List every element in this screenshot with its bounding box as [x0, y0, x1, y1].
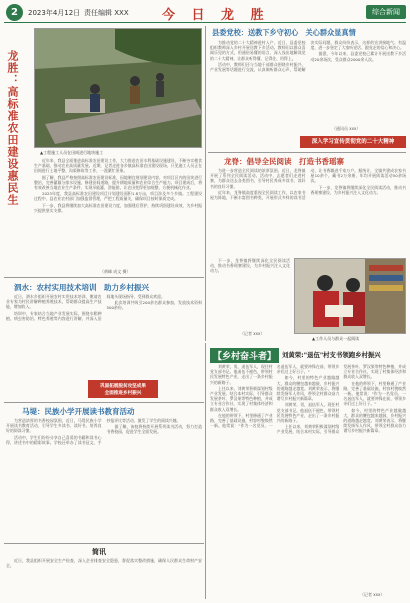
story-body: [6, 418, 202, 540]
reading-photo-image: [295, 259, 406, 334]
brief-title: 简讯: [92, 548, 106, 556]
column-divider: [205, 26, 206, 341]
paragraph: 为进一步营造全民阅读的浓厚氛围，近日，龙脊镇开展了系列全民阅读活动。活动中，志愿者们走进村寨，为群众送去各类图书，引导村民养成多读书、读好书的良好习惯。: [210, 168, 306, 189]
section-divider: [208, 152, 406, 153]
paragraph: 近年来，龙脊镇高度重视全民阅读工作，以农家书屋为阵地，不断丰富图书种类，开展形式多样的读书活动，让书香飘进千家万户。据统计，全镇共建成农家书屋10余个，藏书2万余册，年均开展阅读活动50余场次。: [210, 168, 406, 201]
paragraph: 2023年度，我县高标准农田建设项目计划建设面积1.8万亩，项目涉及多个乡镇。工程建设过程中，县农业农村部门加强监督管理，严把工程质量关，确保项目按时保质完成。: [34, 191, 202, 202]
paragraph: 下一步，龙脊镇将继续深化全民阅读活动，推动书香瑶寨建设，为乡村振兴注入文化动力。: [310, 184, 406, 195]
page-number: 2: [6, 4, 23, 21]
paragraph: 下一步，我县将继续加大高标准农田建设力度，加强建后管护，持续巩固建设成效，为乡村振兴提供坚实支撑。: [34, 202, 202, 213]
story-byline: （记者 xxx）: [360, 592, 385, 597]
brief-body: [6, 558, 202, 598]
paragraph: 下一步，龙脊镇将继续深化全民阅读活动，推动书香瑶寨建设，为乡村振兴注入文化动力。: [210, 258, 290, 274]
paragraph: 近日，泗水乡组织开展农村实用技术培训，邀请农业专家为村民讲解种植养殖技术，帮助群众提高生产技能，增加收入。: [6, 294, 102, 310]
column-tag: 【乡村奋斗者】: [210, 348, 279, 363]
farmland-photo-image: [35, 29, 202, 148]
column-divider: [205, 343, 206, 599]
rural-revitalization-banner: [88, 380, 158, 398]
story-title: 刘黄荣:"退伍"村支书领跑乡村振兴: [282, 351, 381, 359]
story-title: 县委党校：送教下乡守初心 关心群众显真情: [212, 28, 356, 37]
paragraph: 为营造浓厚的书香校园氛围，近日，马堤民族小学开展读书教育活动，引导学生多读书、读好书，培养良好的阅读习惯。: [6, 418, 102, 434]
section-divider: [4, 277, 204, 278]
banner-line: 巩固拓展脱贫攻坚成果: [100, 384, 146, 389]
paragraph: 在他的带领下，村里修通了产业路，完善了基础设施，村容村貌焕然一新。他常说："作为一名党员、一名退伍军人，就要冲锋在前，带领乡亲们过上好日子。": [210, 364, 340, 429]
photo-caption: ▲工程施工人员在田间进行地块施工: [40, 150, 104, 155]
paragraph: 据悉，今年以来，县委党校已累计开展送教下乡活动20余场次，受众群众2000余人次。: [310, 51, 406, 62]
paragraph: 据了解，我县严格按照高标准农田建设标准，因地制宜规划建设内容，对项目区内的田块进行整治，完善灌溉与排水设施，修建田间道路，提升耕地质量和农业综合生产能力。项目建成后，将有效改善当地农业生产条件，实现旱能灌、涝能排，让农田变得更加规整，方便机械化作业。: [34, 174, 202, 191]
story-body: [6, 294, 202, 378]
story-body: [210, 364, 406, 592]
section-divider: [4, 543, 204, 544]
paragraph: 近日，我县组织开展安全生产检查，深入企业排查安全隐患，督促落实整改措施，确保人民群众生命财产安全。: [6, 558, 202, 569]
story-body: [34, 158, 202, 268]
paragraph: 活动中，教师们还与当地干部群众围绕乡村振兴、产业发展等话题进行交流，认真倾听群众心声，帮助解决实际问题。群众纷纷表示，这样的宣讲接地气、有温度，进一步坚定了大家听党话、跟党走的信心和决心。: [210, 40, 406, 73]
story-title: 龙脊：倡导全民阅读 打造书香瑶寨: [224, 157, 344, 166]
paragraph: 此次培训共吸引200余名群众参加，发放技术资料500余份。: [106, 300, 202, 311]
story-byline: （记者 xxx）: [240, 331, 265, 336]
party-congress-banner: 深入学习宣传贯彻党的二十大精神: [300, 136, 406, 148]
masthead: 今 日 龙 胜: [162, 8, 270, 23]
paragraph: 上任以来，刘黄荣积极谋划村级产业发展，结合本村实际，引导群众发展茶叶、罗汉果等特色种植，并成立专业合作社，实现了村集体经济和群众收入双增长。: [210, 385, 273, 412]
editor-line: 责任编辑 XXX: [84, 9, 129, 17]
page-header: [4, 3, 406, 23]
story-byline: （黄峰 成文 摄）: [100, 269, 131, 274]
paragraph: 活动中，学生们纷纷分享自己喜爱的书籍和读书心得，讲述书中的精彩故事。学校还举办了读书征文、手抄报评比等活动，激发了学生的阅读兴趣。: [6, 418, 181, 445]
paragraph: 如今，村里的特色产业越做越大，群众的腰包越来越鼓，乡村振兴的道路越走越宽。刘黄荣表示，将继续发扬军人作风，带领全村群众奋力谱写乡村振兴新篇章。: [343, 407, 406, 434]
issue-date: 2023年4月12日: [28, 9, 81, 17]
story-title: 马堤：民族小学开展读书教育活动: [22, 407, 135, 416]
paragraph: 上任以来，刘黄荣积极谋划村级产业发展，结合本村实际，引导群众发展茶叶、罗汉果等特色种植，并成立专业合作社，实现了村集体经济和群众收入双增长。: [276, 364, 406, 435]
paragraph: 近年来，我县全面推进高标准农田建设工作，大力推进农田水利基础设施建设，不断夯实粮食生产基础，推动农业高质量发展。近期，记者走进各乡镇高标准农田建设现场，只见施工人员正在田间进行土地平整、沟渠修筑等工作，一派繁忙景象。: [34, 158, 202, 174]
paragraph: 据了解，该校将持续开展系列读书活动，努力打造书香校园，促进学生全面发展。: [106, 424, 202, 435]
story-title-vertical: 龙胜：高标准农田建设惠民生: [6, 50, 19, 206]
paragraph: 培训中，专家结合当地产业发展实际，围绕水稻种植、病虫害防治、特色养殖等内容进行讲解，并深入田间地头现场指导，受到群众欢迎。: [6, 294, 165, 321]
paragraph: 在他的带领下，村里修通了产业路，完善了基础设施，村容村貌焕然一新。他常说："作为一名党员、一名退伍军人，就要冲锋在前，带领乡亲们过上好日子。": [343, 380, 406, 407]
section-divider: [4, 402, 204, 403]
story-title: 泗水：农村实用技术培训 助力乡村振兴: [14, 283, 149, 292]
paragraph: 刘黄荣，男，退伍军人，现任村党支部书记。他退伍不褪色，带领村民发展特色产业，走出了一条乡村振兴的新路子。: [276, 402, 340, 424]
story-body: [210, 168, 406, 256]
banner-line: 全面推进乡村振兴: [104, 391, 142, 396]
paragraph: 为推动党的二十大精神进村入户，近日，县委党校组织教师深入乡村开展送教下乡活动。教师们以群众喜闻乐见的方式，用通俗易懂的语言，深入浅出地解读党的二十大精神，让群众听得懂、记得住、用得上。: [210, 40, 306, 61]
photo-caption: ▲工作人员与群众一起阅读: [312, 336, 360, 341]
paragraph: 如今，村里的特色产业越做越大，群众的腰包越来越鼓，乡村振兴的道路越走越宽。刘黄荣表示，将继续发扬军人作风，带领全村群众奋力谱写乡村振兴新篇章。: [276, 375, 340, 402]
story-byline: （通讯员 xxx）: [332, 126, 361, 131]
story-body-continued: [210, 258, 290, 336]
farmland-photo: [34, 28, 202, 148]
story-body: [210, 40, 406, 125]
reading-photo: [294, 258, 406, 334]
paragraph: 刘黄荣，男，退伍军人，现任村党支部书记。他退伍不褪色，带领村民发展特色产业，走出了一条乡村振兴的新路子。: [210, 364, 273, 385]
section-label: 综合新闻: [366, 5, 406, 19]
